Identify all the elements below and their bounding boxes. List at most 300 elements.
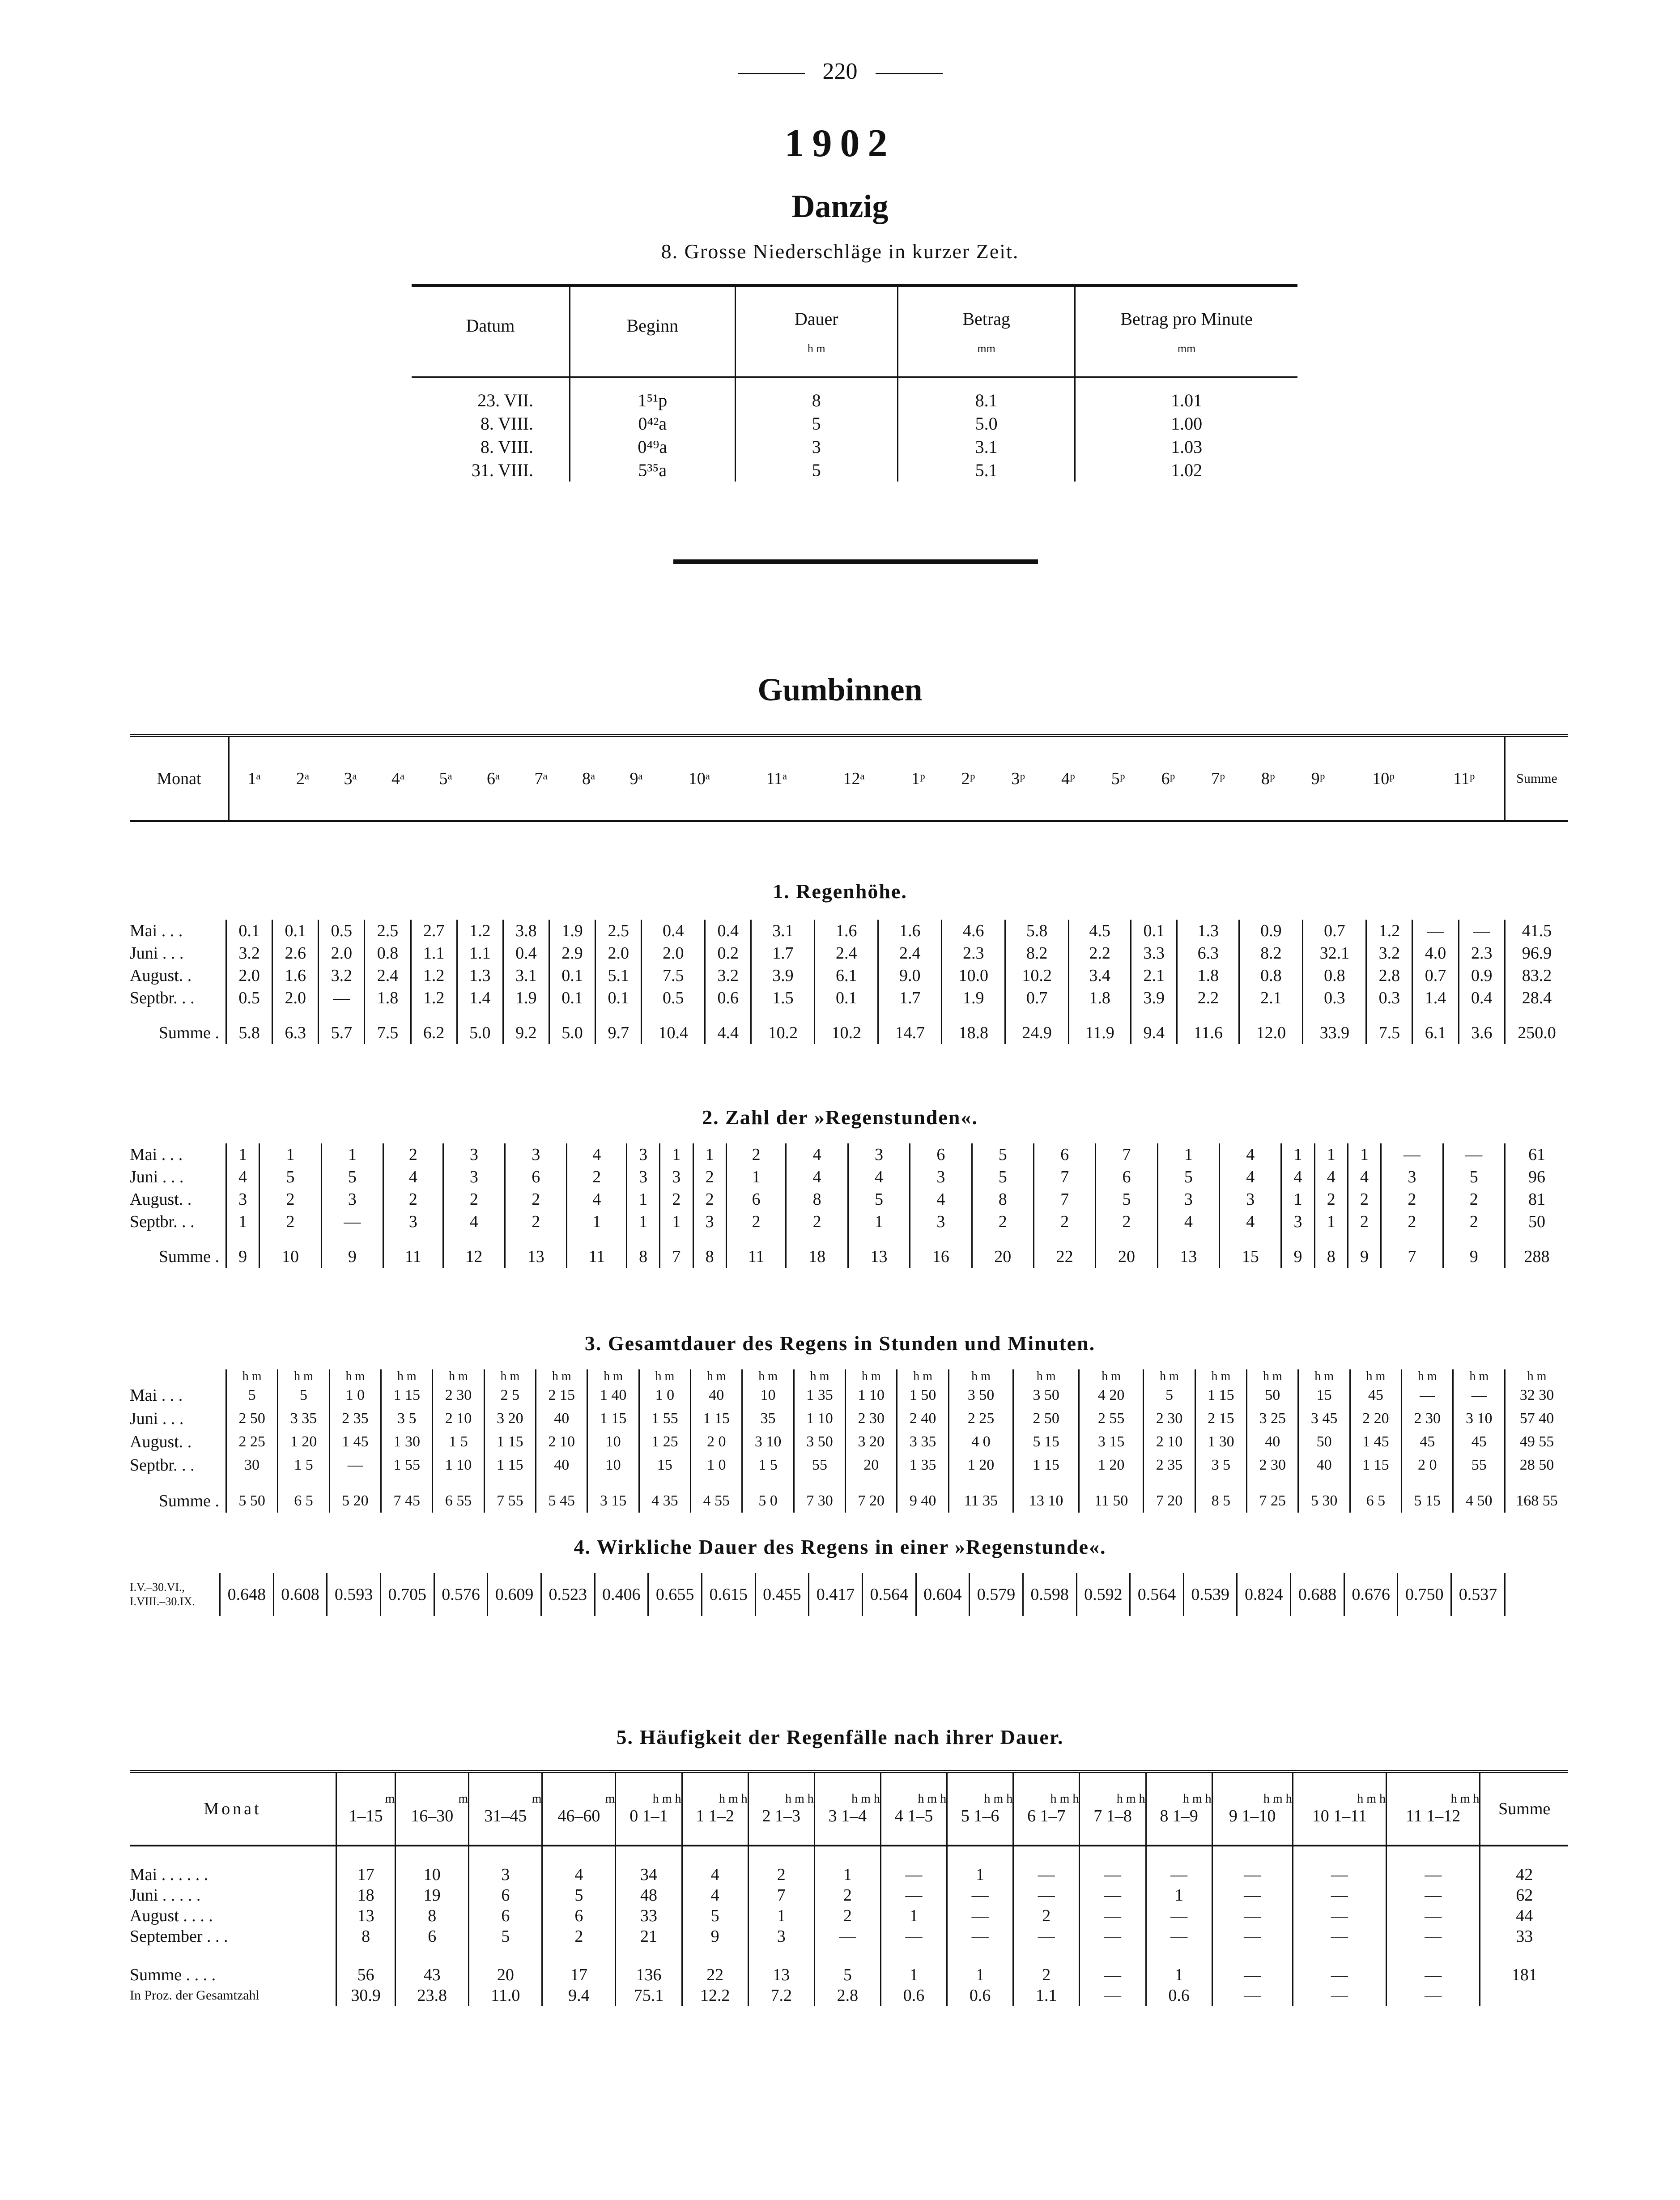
value-cell: 9	[1281, 1233, 1314, 1268]
s5-value: 8	[336, 1926, 396, 1947]
section-title-5: 5. Häufigkeit der Regenfälle nach ihrer Dauer.	[616, 1726, 1064, 1748]
value-cell: 1 15	[587, 1407, 639, 1430]
value-cell: 2	[1314, 1188, 1348, 1211]
row-label: Septbr. . .	[130, 1212, 195, 1231]
s5-value: 0.6	[947, 1985, 1013, 2006]
value-cell: —	[1381, 1143, 1443, 1166]
s5-col-range: 9 1–10	[1229, 1807, 1276, 1825]
s4-value: 0.593	[327, 1573, 381, 1616]
s5-value: 2.8	[814, 1985, 880, 2006]
value-cell: 3.8	[503, 920, 549, 942]
header-label: Beginn	[626, 315, 679, 336]
value-cell: 16	[910, 1233, 972, 1268]
value-cell: 6 5	[278, 1477, 329, 1513]
s5-value: 56	[336, 1947, 396, 1985]
s4-value: 0.615	[702, 1573, 755, 1616]
hour-header: 6ᵖ	[1161, 769, 1175, 788]
value-cell: 3 50	[1013, 1384, 1079, 1407]
row-label: Summe .	[158, 1023, 219, 1042]
s5-row-sum: 42	[1516, 1865, 1533, 1884]
header-unit: h m	[807, 341, 825, 355]
value-cell: 1	[226, 1211, 259, 1233]
s5-value: —	[1080, 1885, 1146, 1906]
s5-value: 6	[542, 1906, 616, 1926]
value-cell: 1	[627, 1188, 660, 1211]
s5-value: 18	[336, 1885, 396, 1906]
s5-value: —	[1212, 1885, 1293, 1906]
s5-header-row	[130, 1772, 1568, 1846]
value-cell: 2.0	[319, 942, 365, 964]
value-cell: 11 35	[948, 1477, 1013, 1513]
value-cell: 3.2	[705, 964, 751, 987]
s5-value: —	[814, 1926, 880, 1947]
hm-unit: h m	[381, 1369, 433, 1384]
hm-unit: h m	[742, 1369, 794, 1384]
s5-col-range: 3 1–4	[828, 1807, 867, 1825]
s5-percent-row	[130, 1985, 1568, 2006]
value-cell: 2 15	[536, 1384, 587, 1407]
hour-header: 10ᵖ	[1372, 769, 1395, 788]
value-cell: 2.5	[365, 920, 411, 942]
value-cell: 2 15	[1195, 1407, 1246, 1430]
hour-header: 2ᵃ	[296, 769, 310, 788]
s4-label-line2: I.VIII.–30.IX.	[130, 1595, 195, 1608]
value-cell: 1 10	[433, 1454, 484, 1477]
s5-value: —	[1293, 1947, 1386, 1985]
value-cell: 5 0	[742, 1477, 794, 1513]
row-label: August. .	[130, 966, 192, 985]
hour-header: 11ᵖ	[1453, 769, 1475, 788]
value-cell: 7.5	[642, 964, 705, 987]
value-cell: 1.2	[457, 920, 503, 942]
s5-col-range: 10 1–11	[1312, 1807, 1367, 1825]
data-row	[130, 964, 1568, 987]
hour-header: 3ᵖ	[1011, 769, 1025, 788]
value-cell: 4	[443, 1211, 505, 1233]
s5-col-header	[1212, 1772, 1293, 1846]
danzig-header	[735, 286, 897, 377]
value-cell: 3	[693, 1211, 726, 1233]
s4-value: 0.604	[916, 1573, 970, 1616]
value-cell: 1.6	[815, 920, 878, 942]
s5-col-header	[947, 1772, 1013, 1846]
danzig-cell: 5	[735, 458, 897, 482]
value-cell: 0.1	[549, 987, 595, 1009]
row-sum: 83.2	[1505, 964, 1569, 987]
hour-header-row	[130, 736, 1568, 821]
s5-col-range: 1–15	[349, 1807, 383, 1825]
value-cell: 6	[726, 1188, 786, 1211]
row-sum: 96.9	[1505, 942, 1569, 964]
value-cell: 2.4	[365, 964, 411, 987]
data-row	[130, 1407, 1568, 1430]
value-cell: 1.1	[411, 942, 457, 964]
value-cell: 15	[1298, 1384, 1350, 1407]
hm-unit: h m	[1298, 1369, 1350, 1384]
value-cell: 3 5	[381, 1407, 433, 1430]
s4-value: 0.455	[755, 1573, 809, 1616]
value-cell: 4 55	[691, 1477, 742, 1513]
row-sum: 49 55	[1505, 1430, 1569, 1454]
value-cell: 2	[726, 1211, 786, 1233]
s5-col-header	[880, 1772, 947, 1846]
s5-col-unit: h m h	[1263, 1792, 1292, 1806]
value-cell: 33.9	[1303, 1009, 1366, 1044]
s5-value: 33	[616, 1906, 682, 1926]
value-cell: 3	[910, 1211, 972, 1233]
data-row	[130, 1454, 1568, 1477]
s5-value: —	[880, 1926, 947, 1947]
danzig-header	[412, 286, 570, 377]
value-cell: 11	[726, 1233, 786, 1268]
s5-col-header	[396, 1772, 469, 1846]
value-cell: 7	[1096, 1143, 1157, 1166]
row-sum: 50	[1505, 1211, 1569, 1233]
s5-value: —	[1212, 1985, 1293, 2006]
value-cell: 6	[910, 1143, 972, 1166]
s4-value: 0.417	[809, 1573, 863, 1616]
value-cell: 10	[259, 1233, 321, 1268]
danzig-cell: 1⁵¹p	[570, 377, 735, 412]
s5-col-unit: h m h	[918, 1792, 947, 1806]
data-row	[130, 942, 1568, 964]
value-cell: 0.7	[1412, 964, 1459, 987]
header-label: Betrag pro Minute	[1120, 308, 1253, 329]
value-cell: 6.1	[1412, 1009, 1459, 1044]
hour-header: 4ᵃ	[391, 769, 405, 788]
s5-col-unit: m	[605, 1792, 615, 1806]
s4-row	[130, 1573, 1568, 1616]
station-title-danzig: Danzig	[791, 188, 889, 224]
danzig-row	[412, 458, 1297, 482]
value-cell: 1	[627, 1211, 660, 1233]
value-cell: 1 15	[381, 1384, 433, 1407]
s5-col-range: 11 1–12	[1406, 1807, 1461, 1825]
value-cell: 40	[1247, 1430, 1298, 1454]
value-cell: —	[1453, 1384, 1505, 1407]
data-row	[130, 1188, 1568, 1211]
value-cell: 3.6	[1459, 1009, 1505, 1044]
value-cell: 1.7	[878, 987, 942, 1009]
s5-value: —	[1212, 1947, 1293, 1985]
value-cell: —	[319, 987, 365, 1009]
value-cell: 1	[1281, 1143, 1314, 1166]
s5-col-range: 31–45	[484, 1807, 527, 1825]
danzig-cell: 3.1	[898, 435, 1075, 458]
value-cell: 7 55	[484, 1477, 536, 1513]
value-cell: 3	[1220, 1188, 1281, 1211]
hour-header: 3ᵃ	[344, 769, 357, 788]
value-cell: 3 10	[742, 1430, 794, 1454]
dash-left	[738, 73, 805, 74]
danzig-cell: 3	[735, 435, 897, 458]
s5-value: 22	[682, 1947, 748, 1985]
value-cell: 3 50	[794, 1430, 845, 1454]
value-cell: 0.5	[642, 987, 705, 1009]
s5-value: 21	[616, 1926, 682, 1947]
value-cell: 2 25	[226, 1430, 278, 1454]
value-cell: 8	[786, 1188, 848, 1211]
value-cell: 8 5	[1195, 1477, 1246, 1513]
data-row	[130, 1211, 1568, 1233]
hm-unit: h m	[1195, 1369, 1246, 1384]
value-cell: 18.8	[942, 1009, 1005, 1044]
value-cell: 2.4	[815, 942, 878, 964]
value-cell: 7	[1381, 1233, 1443, 1268]
hour-header: 9ᵖ	[1311, 769, 1325, 788]
s5-col-header	[814, 1772, 880, 1846]
value-cell: 3	[910, 1166, 972, 1188]
value-cell: 7 20	[1144, 1477, 1195, 1513]
value-cell: 3	[226, 1188, 259, 1211]
value-cell: 6.3	[272, 1009, 319, 1044]
value-cell: 0.7	[1005, 987, 1069, 1009]
value-cell: 45	[1453, 1430, 1505, 1454]
value-cell: 3	[383, 1211, 443, 1233]
s5-col-unit: m	[532, 1792, 542, 1806]
value-cell: 2	[567, 1166, 627, 1188]
value-cell: 4	[567, 1188, 627, 1211]
hm-unit: h m	[691, 1369, 742, 1384]
hm-unit: h m	[846, 1369, 897, 1384]
value-cell: 24.9	[1005, 1009, 1069, 1044]
value-cell: 11	[567, 1233, 627, 1268]
value-cell: 5	[972, 1166, 1034, 1188]
s5-value: 43	[396, 1947, 469, 1985]
value-cell: 5.0	[549, 1009, 595, 1044]
danzig-cell: 23. VII.	[412, 377, 570, 412]
page-number	[0, 58, 1680, 85]
s5-col-unit: h m h	[719, 1792, 748, 1806]
value-cell: 6	[1034, 1143, 1095, 1166]
value-cell: 2 35	[329, 1407, 381, 1430]
row-sum: 288	[1505, 1233, 1569, 1268]
value-cell: 5.8	[1005, 920, 1069, 942]
value-cell: 2 30	[1247, 1454, 1298, 1477]
value-cell: 2 50	[226, 1407, 278, 1430]
s5-col-header	[1387, 1772, 1480, 1846]
s5-value: —	[947, 1885, 1013, 1906]
value-cell: 7	[1034, 1188, 1095, 1211]
s5-value: —	[1293, 1846, 1386, 1885]
value-cell: 1 35	[794, 1384, 845, 1407]
danzig-cell: 5³⁵a	[570, 458, 735, 482]
value-cell: 2.0	[272, 987, 319, 1009]
value-cell: 5	[321, 1166, 383, 1188]
value-cell: 1.7	[751, 942, 815, 964]
value-cell: 2 10	[1144, 1430, 1195, 1454]
value-cell: 2	[1348, 1211, 1381, 1233]
row-label: Juni . . .	[130, 1409, 184, 1428]
value-cell: 2 0	[1402, 1454, 1453, 1477]
value-cell: 4	[567, 1143, 627, 1166]
s5-col-header	[542, 1772, 616, 1846]
value-cell: 3	[627, 1143, 660, 1166]
value-cell: 40	[691, 1384, 742, 1407]
value-cell: 4 0	[948, 1430, 1013, 1454]
s5-value: 1	[880, 1947, 947, 1985]
data-row	[130, 1143, 1568, 1166]
s5-col-range: 7 1–8	[1093, 1807, 1132, 1825]
value-cell: 1	[567, 1211, 627, 1233]
value-cell: 1 25	[639, 1430, 690, 1454]
value-cell: 2	[726, 1143, 786, 1166]
value-cell: 40	[536, 1454, 587, 1477]
s5-row-sum: 181	[1511, 1966, 1537, 1984]
value-cell: 9	[1443, 1233, 1505, 1268]
value-cell: 1 15	[691, 1407, 742, 1430]
value-cell: 4	[1314, 1166, 1348, 1188]
s5-value: —	[1212, 1926, 1293, 1947]
value-cell: 1	[1314, 1211, 1348, 1233]
value-cell: 7 25	[1247, 1477, 1298, 1513]
hour-header: 4ᵖ	[1061, 769, 1075, 788]
value-cell: 1.9	[942, 987, 1005, 1009]
s5-value: —	[1013, 1926, 1080, 1947]
value-cell: 2.3	[1459, 942, 1505, 964]
hm-unit: h m	[484, 1369, 536, 1384]
value-cell: 13	[505, 1233, 567, 1268]
value-cell: 9	[226, 1233, 259, 1268]
s4-value: 0.705	[380, 1573, 434, 1616]
s4-label	[130, 1573, 220, 1616]
value-cell: —	[329, 1454, 381, 1477]
s5-col-header	[616, 1772, 682, 1846]
s5-month-header: Monat	[130, 1772, 336, 1846]
value-cell: 9.7	[595, 1009, 642, 1044]
value-cell: 0.4	[503, 942, 549, 964]
value-cell: 3	[660, 1166, 693, 1188]
danzig-cell: 8. VIII.	[412, 435, 570, 458]
hm-spacer	[130, 1369, 226, 1384]
s5-value: —	[1146, 1846, 1212, 1885]
value-cell: 11	[383, 1233, 443, 1268]
value-cell: 20	[1096, 1233, 1157, 1268]
value-cell: 2 5	[484, 1384, 536, 1407]
value-cell: 1.3	[1177, 920, 1239, 942]
s4-value: 0.609	[488, 1573, 541, 1616]
value-cell: 0.9	[1459, 964, 1505, 987]
value-cell: 2	[972, 1211, 1034, 1233]
s5-value: 0.6	[1146, 1985, 1212, 2006]
s5-value: —	[1080, 1906, 1146, 1926]
value-cell: 12.0	[1239, 1009, 1303, 1044]
s5-value: 2	[542, 1926, 616, 1947]
header-label: Datum	[466, 315, 515, 336]
value-cell: 5	[972, 1143, 1034, 1166]
s5-value: 9	[682, 1926, 748, 1947]
value-cell: 0.4	[642, 920, 705, 942]
value-cell: 2 20	[1350, 1407, 1401, 1430]
value-cell: 1 15	[1350, 1454, 1401, 1477]
value-cell: 9.0	[878, 964, 942, 987]
value-cell: 2.0	[642, 942, 705, 964]
s5-row-sum	[1480, 1985, 1568, 2006]
row-label: Mai . . .	[130, 1386, 183, 1405]
s5-col-range: 6 1–7	[1027, 1807, 1066, 1825]
value-cell: 1.9	[549, 920, 595, 942]
value-cell: 7 20	[846, 1477, 897, 1513]
value-cell: 1 5	[433, 1430, 484, 1454]
s5-value: 2	[1013, 1906, 1080, 1926]
value-cell: 1.8	[365, 987, 411, 1009]
value-cell: 5 45	[536, 1477, 587, 1513]
value-cell: 4	[786, 1166, 848, 1188]
s4-value: 0.579	[970, 1573, 1023, 1616]
value-cell: 1	[321, 1143, 383, 1166]
value-cell: 3 35	[278, 1407, 329, 1430]
row-sum: 81	[1505, 1188, 1569, 1211]
value-cell: 1.8	[1069, 987, 1131, 1009]
s5-value: 0.6	[880, 1985, 947, 2006]
section-title-3: 3. Gesamtdauer des Regens in Stunden und Minuten.	[584, 1332, 1096, 1355]
value-cell: 6	[1096, 1166, 1157, 1188]
s5-col-header	[336, 1772, 396, 1846]
s5-value: 5	[542, 1885, 616, 1906]
s5-col-header	[748, 1772, 814, 1846]
value-cell: 4.4	[705, 1009, 751, 1044]
danzig-cell: 5.0	[898, 412, 1075, 435]
s5-col-range: 8 1–9	[1160, 1807, 1198, 1825]
row-label: Juni . . .	[130, 1168, 184, 1186]
s5-value: 1	[814, 1846, 880, 1885]
s5-value: 6	[396, 1926, 469, 1947]
value-cell: 2 0	[691, 1430, 742, 1454]
section-title-4: 4. Wirkliche Dauer des Regens in einer »Regenstunde«.	[574, 1535, 1106, 1558]
value-cell: 13	[1157, 1233, 1219, 1268]
value-cell: 5	[1096, 1188, 1157, 1211]
value-cell: 20	[972, 1233, 1034, 1268]
value-cell: 12	[443, 1233, 505, 1268]
value-cell: 2.1	[1131, 964, 1177, 987]
s5-row-label: September . . .	[130, 1926, 336, 1947]
value-cell: 5.1	[595, 964, 642, 987]
s5-value: —	[1387, 1985, 1480, 2006]
row-sum: 28 50	[1505, 1454, 1569, 1477]
s5-col-header	[682, 1772, 748, 1846]
value-cell: 10	[742, 1384, 794, 1407]
value-cell: 3 15	[587, 1477, 639, 1513]
value-cell: 0.1	[815, 987, 878, 1009]
row-sum: 61	[1505, 1143, 1569, 1166]
hour-header: 6ᵃ	[486, 769, 500, 788]
value-cell: 13 10	[1013, 1477, 1079, 1513]
section-title-8: 8. Grosse Niederschläge in kurzer Zeit.	[661, 240, 1019, 263]
s5-value: 23.8	[396, 1985, 469, 2006]
s5-value: —	[1387, 1885, 1480, 1906]
s5-col-unit: h m h	[785, 1792, 814, 1806]
row-label: Septbr. . .	[130, 1456, 195, 1475]
s4-value: 0.523	[541, 1573, 595, 1616]
value-cell: 30	[226, 1454, 278, 1477]
s5-value: 75.1	[616, 1985, 682, 2006]
value-cell: 1	[1157, 1143, 1219, 1166]
s5-data-row	[130, 1846, 1568, 1885]
value-cell: 3 25	[1247, 1407, 1298, 1430]
s5-col-header	[1080, 1772, 1146, 1846]
value-cell: 8.2	[1005, 942, 1069, 964]
row-label: Septbr. . .	[130, 989, 195, 1007]
s5-value: 1	[880, 1906, 947, 1926]
value-cell: 9	[321, 1233, 383, 1268]
s5-value: 1	[947, 1846, 1013, 1885]
s5-value: 1	[1146, 1947, 1212, 1985]
value-cell: 0.6	[705, 987, 751, 1009]
header-label: Dauer	[794, 308, 838, 329]
s5-col-unit: h m h	[652, 1792, 681, 1806]
value-cell: 3.3	[1131, 942, 1177, 964]
value-cell: 4 35	[639, 1477, 690, 1513]
